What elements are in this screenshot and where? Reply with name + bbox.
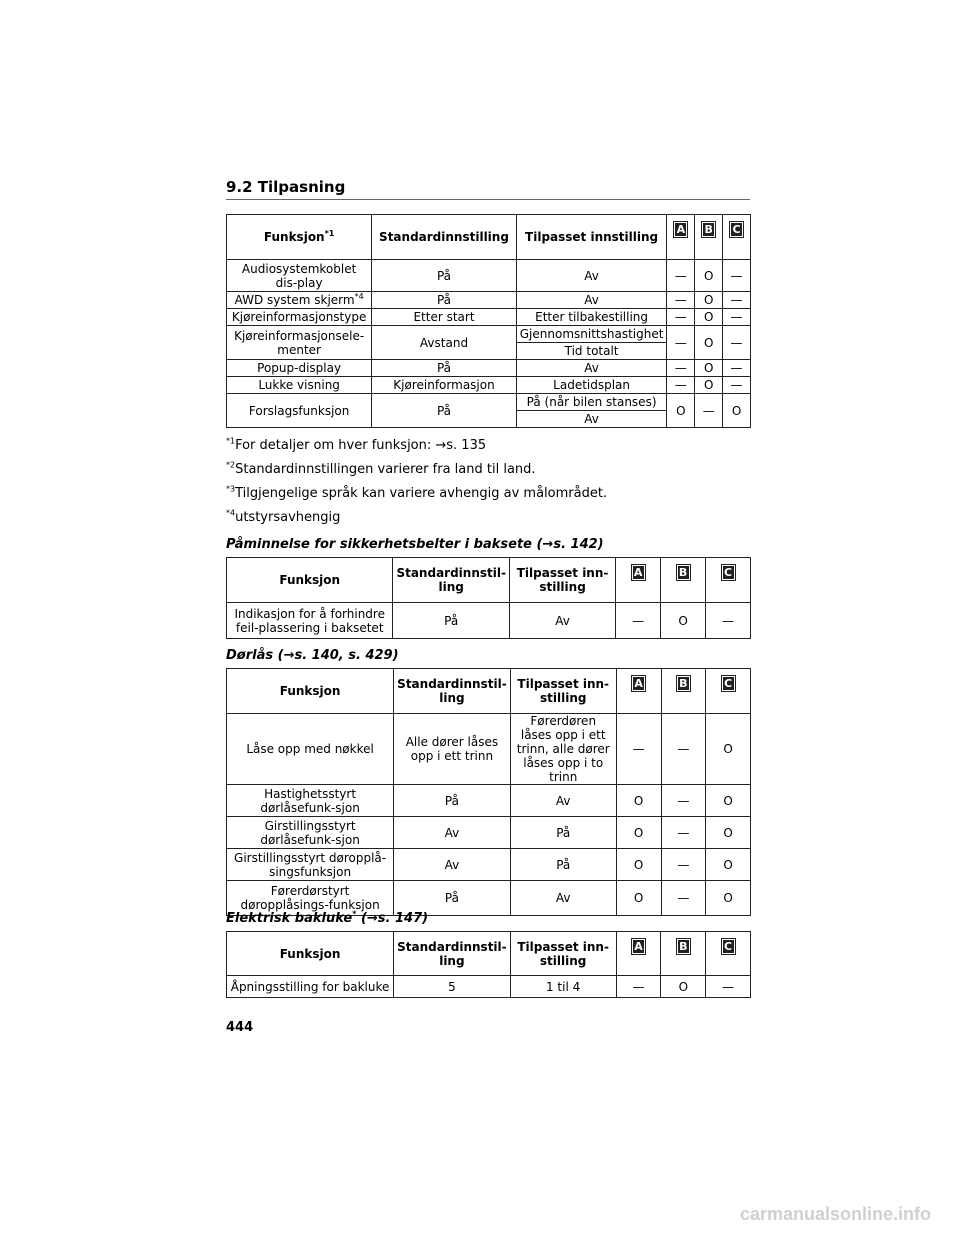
cell-b: O bbox=[695, 377, 723, 394]
header-c bbox=[706, 932, 751, 976]
cell-default: På bbox=[394, 785, 511, 817]
cell-a: O bbox=[616, 785, 661, 817]
badge-b-icon: B bbox=[676, 675, 691, 692]
footnote: $^{*3}$Tilgjengelige språk kan variere avhengig av målområdet. bbox=[226, 484, 608, 501]
cell-a: — bbox=[616, 603, 661, 639]
power-tailgate-table bbox=[226, 931, 751, 998]
section-title: 9.2 Tilpasning bbox=[226, 178, 346, 196]
page-header bbox=[226, 178, 750, 200]
cell-default: På bbox=[372, 260, 517, 292]
cell-function: Kjøreinformasjonsele-menter bbox=[227, 326, 372, 360]
cell-c: — bbox=[723, 309, 751, 326]
cell-default: På bbox=[372, 394, 517, 428]
header-rule bbox=[226, 199, 750, 200]
cell-function: Åpningsstilling for bakluke bbox=[227, 976, 394, 998]
cell-function: Forslagsfunksjon bbox=[227, 394, 372, 428]
cell-c: O bbox=[706, 714, 751, 785]
badge-b-icon: B bbox=[676, 564, 691, 581]
header-c bbox=[723, 215, 751, 260]
header-a bbox=[667, 215, 695, 260]
cell-b: — bbox=[661, 714, 706, 785]
header-b bbox=[695, 215, 723, 260]
header-b bbox=[661, 669, 706, 714]
section-heading: Påminnelse for sikkerhetsbelter i baksete (→s. 142) bbox=[226, 537, 604, 552]
cell-custom: Etter tilbakestilling bbox=[516, 309, 667, 326]
cell-a: — bbox=[616, 714, 661, 785]
cell-custom: Førerdøren låses opp i ett trinn, alle dører låses opp i to trinn bbox=[510, 714, 616, 785]
cell-custom: På bbox=[510, 849, 616, 881]
cell-a: — bbox=[667, 360, 695, 377]
cell-a: — bbox=[667, 260, 695, 292]
footnote: $^{*1}$For detaljer om hver funksjon: →s. 135 bbox=[226, 436, 487, 453]
cell-default: Etter start bbox=[372, 309, 517, 326]
cell-function: Lukke visning bbox=[227, 377, 372, 394]
cell-b: O bbox=[695, 260, 723, 292]
badge-a-icon: A bbox=[631, 938, 646, 955]
table-header-row bbox=[227, 558, 751, 603]
watermark: carmanualsonline.info bbox=[740, 1204, 932, 1224]
cell-b: — bbox=[661, 881, 706, 916]
header-a bbox=[616, 932, 661, 976]
cell-custom: Av bbox=[510, 785, 616, 817]
header-default: Standardinnstilling bbox=[372, 215, 517, 260]
cell-c: O bbox=[706, 881, 751, 916]
table-row bbox=[227, 849, 751, 881]
cell-function: Girstillingsstyrt døropplå-singsfunksjon bbox=[227, 849, 394, 881]
cell-a: — bbox=[667, 309, 695, 326]
cell-c: O bbox=[723, 394, 751, 428]
cell-custom: Av bbox=[516, 260, 667, 292]
cell-default: På bbox=[394, 881, 511, 916]
cell-function: Indikasjon for å forhindre feil-plassering i baksetet bbox=[227, 603, 393, 639]
section-heading: Elektrisk bakluke* (→s. 147) bbox=[226, 909, 429, 926]
cell-b: — bbox=[661, 849, 706, 881]
cell-default: Av bbox=[394, 849, 511, 881]
cell-custom: Av bbox=[516, 360, 667, 377]
header-custom: Tilpasset inn-stilling bbox=[510, 669, 616, 714]
cell-c: — bbox=[723, 260, 751, 292]
cell-function: Førerdørstyrt døropplåsings-funksjon bbox=[227, 881, 394, 916]
cell-c: O bbox=[706, 785, 751, 817]
page-number: 444 bbox=[226, 1020, 254, 1035]
section-heading: Dørlås (→s. 140, s. 429) bbox=[226, 648, 399, 663]
cell-default: På bbox=[372, 292, 517, 309]
cell-default: På bbox=[372, 360, 517, 377]
cell-function: Hastighetsstyrt dørlåsefunk-sjon bbox=[227, 785, 394, 817]
badge-c-icon: C bbox=[729, 221, 744, 238]
footnote: $^{*2}$Standardinnstillingen varierer fra land til land. bbox=[226, 460, 536, 477]
cell-custom: Tid totalt bbox=[516, 343, 667, 360]
cell-function: Kjøreinformasjonstype bbox=[227, 309, 372, 326]
cell-a: — bbox=[667, 326, 695, 360]
cell-custom: På bbox=[510, 817, 616, 849]
cell-a: — bbox=[667, 377, 695, 394]
cell-function: Girstillingsstyrt dørlåsefunk-sjon bbox=[227, 817, 394, 849]
header-custom: Tilpasset inn-stilling bbox=[509, 558, 615, 603]
cell-c: — bbox=[723, 292, 751, 309]
header-custom: Tilpasset inn-stilling bbox=[510, 932, 616, 976]
cell-default: På bbox=[393, 603, 510, 639]
table-row bbox=[227, 603, 751, 639]
cell-default: Avstand bbox=[372, 326, 517, 360]
cell-c: O bbox=[706, 817, 751, 849]
cell-custom: Gjennomsnittshastighet bbox=[516, 326, 667, 343]
seatbelt-reminder-table bbox=[226, 557, 751, 639]
table-row bbox=[227, 326, 751, 343]
header-function: Funksjon bbox=[227, 558, 393, 603]
cell-b: — bbox=[695, 394, 723, 428]
table-row bbox=[227, 785, 751, 817]
header-function: Funksjon$^{*1}$ bbox=[227, 215, 372, 260]
cell-a: O bbox=[616, 817, 661, 849]
badge-a-icon: A bbox=[631, 675, 646, 692]
cell-function: Låse opp med nøkkel bbox=[227, 714, 394, 785]
header-c bbox=[706, 669, 751, 714]
cell-default: Kjøreinformasjon bbox=[372, 377, 517, 394]
cell-custom: På (når bilen stanses) bbox=[516, 394, 667, 411]
cell-a: — bbox=[616, 976, 661, 998]
cell-a: O bbox=[667, 394, 695, 428]
cell-c: — bbox=[723, 326, 751, 360]
cell-default: 5 bbox=[394, 976, 511, 998]
table-header-row bbox=[227, 932, 751, 976]
table-row bbox=[227, 309, 751, 326]
badge-a-icon: A bbox=[673, 221, 688, 238]
table-row bbox=[227, 260, 751, 292]
cell-c: — bbox=[723, 360, 751, 377]
cell-default: Alle dører låses opp i ett trinn bbox=[394, 714, 511, 785]
cell-b: — bbox=[661, 817, 706, 849]
table-header-row bbox=[227, 669, 751, 714]
header-a bbox=[616, 558, 661, 603]
cell-b: O bbox=[695, 309, 723, 326]
cell-custom: Av bbox=[516, 411, 667, 428]
table-row bbox=[227, 976, 751, 998]
cell-c: O bbox=[706, 849, 751, 881]
cell-b: O bbox=[661, 603, 706, 639]
door-lock-table bbox=[226, 668, 751, 916]
table-row bbox=[227, 714, 751, 785]
header-default: Standardinnstil-ling bbox=[394, 669, 511, 714]
badge-b-icon: B bbox=[676, 938, 691, 955]
cell-c: — bbox=[706, 603, 751, 639]
footnote: $^{*4}$utstyrsavhengig bbox=[226, 508, 341, 525]
badge-c-icon: C bbox=[721, 564, 736, 581]
table-row bbox=[227, 377, 751, 394]
badge-c-icon: C bbox=[721, 938, 736, 955]
cell-a: — bbox=[667, 292, 695, 309]
cell-b: O bbox=[661, 976, 706, 998]
cell-b: O bbox=[695, 326, 723, 360]
cell-a: O bbox=[616, 849, 661, 881]
cell-c: — bbox=[706, 976, 751, 998]
header-b bbox=[661, 932, 706, 976]
cell-function: AWD system skjerm$^{*4}$ bbox=[227, 292, 372, 309]
header-default: Standardinnstil-ling bbox=[394, 932, 511, 976]
cell-function: Popup-display bbox=[227, 360, 372, 377]
table-row bbox=[227, 394, 751, 411]
cell-b: — bbox=[661, 785, 706, 817]
table-row bbox=[227, 817, 751, 849]
table-row bbox=[227, 360, 751, 377]
settings-table-main bbox=[226, 214, 751, 428]
table-header-row bbox=[227, 215, 751, 260]
cell-b: O bbox=[695, 360, 723, 377]
header-custom: Tilpasset innstilling bbox=[516, 215, 667, 260]
cell-function: Audiosystemkoblet dis-play bbox=[227, 260, 372, 292]
header-default: Standardinnstil-ling bbox=[393, 558, 510, 603]
header-function: Funksjon bbox=[227, 932, 394, 976]
badge-a-icon: A bbox=[631, 564, 646, 581]
header-function: Funksjon bbox=[227, 669, 394, 714]
header-a bbox=[616, 669, 661, 714]
cell-custom: Ladetidsplan bbox=[516, 377, 667, 394]
header-b bbox=[661, 558, 706, 603]
badge-b-icon: B bbox=[701, 221, 716, 238]
cell-c: — bbox=[723, 377, 751, 394]
cell-custom: 1 til 4 bbox=[510, 976, 616, 998]
cell-a: O bbox=[616, 881, 661, 916]
cell-custom: Av bbox=[516, 292, 667, 309]
cell-b: O bbox=[695, 292, 723, 309]
table-row bbox=[227, 292, 751, 309]
badge-c-icon: C bbox=[721, 675, 736, 692]
header-c bbox=[706, 558, 751, 603]
cell-custom: Av bbox=[510, 881, 616, 916]
cell-custom: Av bbox=[509, 603, 615, 639]
cell-default: Av bbox=[394, 817, 511, 849]
